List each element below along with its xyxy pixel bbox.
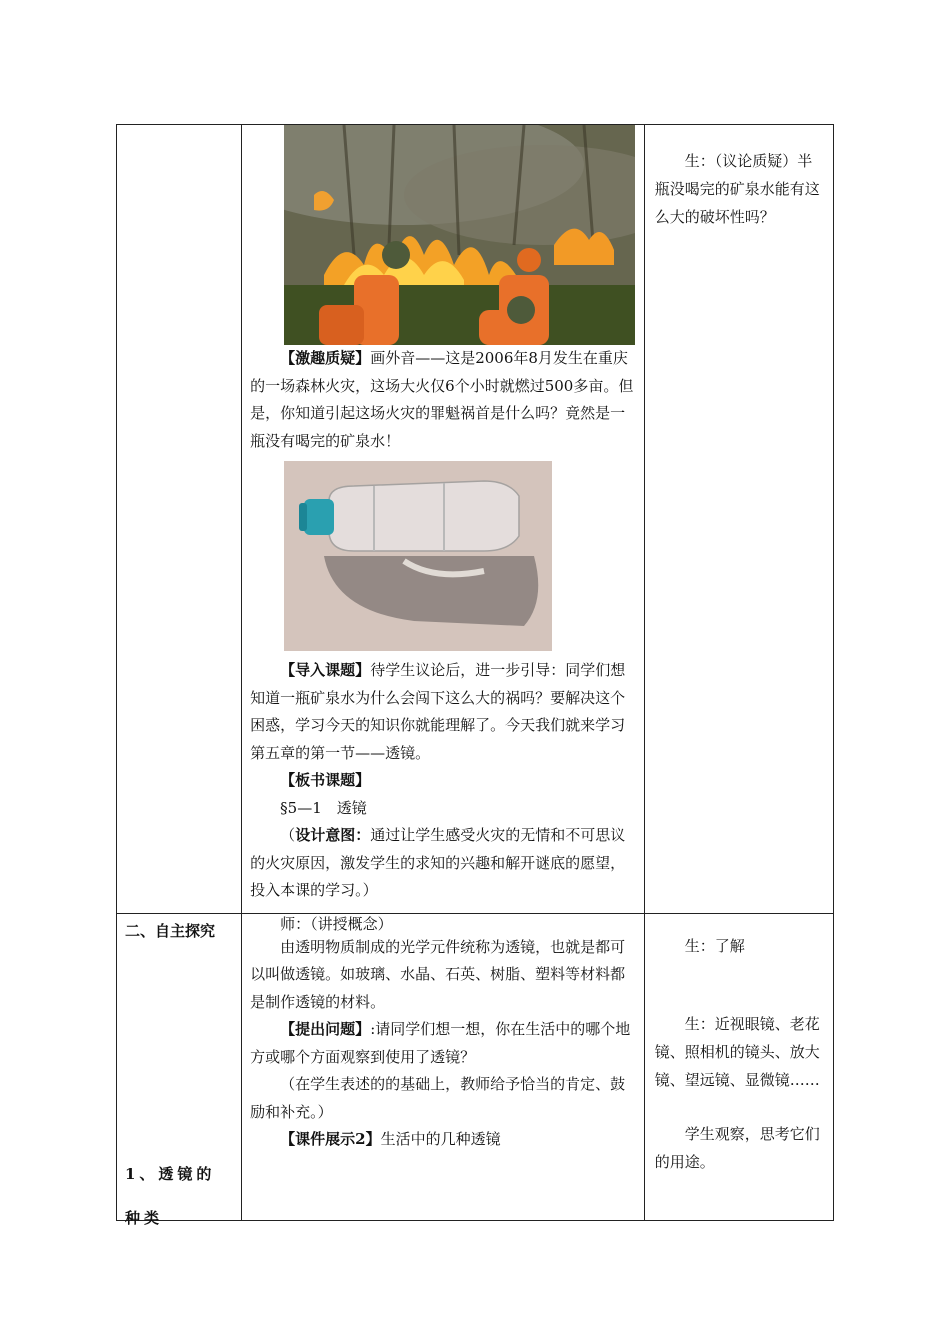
student-response-doubt: 生：（议论质疑）半瓶没喝完的矿泉水能有这么大的破坏性吗？ (654, 152, 820, 226)
student-activity-cell (644, 125, 833, 914)
paragraph-courseware: 【课件展示2】生活中的几种透镜 (280, 1130, 501, 1148)
tag-banshu: 【板书课题】 (280, 771, 371, 789)
tag-jiqu: 【激趣质疑】 (280, 349, 371, 367)
table-row (117, 125, 834, 914)
teacher-activity-cell (242, 125, 645, 914)
forest-fire-photo (284, 125, 635, 345)
stage-cell (117, 913, 242, 1227)
student-understand: 生：了解 (684, 936, 745, 955)
tag-tiwen: 【提出问题】 (280, 1020, 371, 1038)
teacher-lecture: 师：（讲授概念） (280, 914, 393, 933)
teacher-activity-cell (242, 913, 645, 1220)
lesson-title: §5—1 透镜 (280, 798, 367, 817)
student-examples: 生：近视眼镜、老花镜、照相机的镜头、放大镜、望远镜、显微镜…… (654, 1014, 820, 1089)
tag-design: 设计意图： (295, 826, 371, 844)
stage-heading: 二、自主探究 (125, 921, 216, 940)
paragraph-design-intent: （设计意图：通过让学生感受火灾的无情和不可思议的火灾原因，激发学生的求知的兴趣和解开谜底的愿望，投入本课的学习。） (250, 826, 626, 899)
paragraph-lead-in: 【导入课题】待学生议论后，进一步引导：同学们想知道一瓶矿泉水为什么会闯下这么大的祸吗？要解决这个困惑，学习今天的知识你就能理解了。今天我们就来学习第五章的第一节——透镜。 (250, 661, 626, 762)
teacher-feedback: （在学生表述的的基础上，教师给予恰当的肯定、鼓励和补充。） (250, 1075, 626, 1121)
lesson-plan-table (116, 124, 834, 1227)
student-observe: 学生观察，思考它们的用途。 (654, 1124, 820, 1171)
paragraph-intro: 【激趣质疑】画外音——这是2006年8月发生在重庆的一场森林火灾，这场大火仅6个小时就燃过500多亩。但是，你知道引起这场火灾的罪魁祸首是什么吗？竟然是一瓶没有喝完的矿泉水！ (250, 349, 634, 450)
lens-definition: 由透明物质制成的光学元件统称为透镜，也就是都可以叫做透镜。如玻璃、水晶、石英、树脂、塑料等材料都是制作透镜的材料。 (250, 937, 626, 1011)
tag-daoru: 【导入课题】 (280, 661, 371, 679)
table-row (117, 913, 834, 1220)
water-bottle-photo (284, 461, 552, 651)
tag-kejian: 【课件展示2】 (280, 1130, 381, 1148)
stage-cell-empty (117, 125, 242, 914)
stage-subheading: 1、透镜的种类 (125, 1164, 216, 1227)
student-activity-cell (644, 913, 833, 1220)
paragraph-question: 【提出问题】:请同学们想一想，你在生活中的哪个地方或哪个方面观察到使用了透镜？ (250, 1020, 631, 1066)
